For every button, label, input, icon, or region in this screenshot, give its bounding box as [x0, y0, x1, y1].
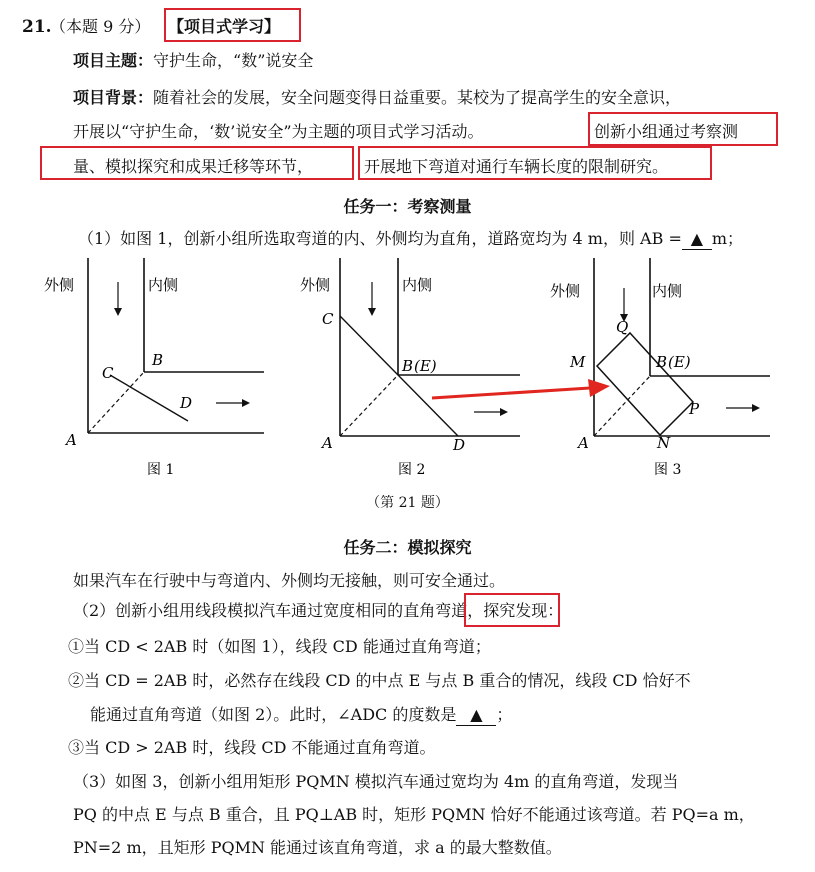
- task1-title: 任务一：考察测量: [343, 197, 472, 216]
- highlight-box-tag: [164, 8, 301, 42]
- condition-3: ③当 CD > 2AB 时，线段 CD 不能通过直角弯道。: [68, 738, 436, 757]
- fig3-caption: 图 3: [654, 462, 682, 478]
- fig3-point-a: A: [578, 434, 589, 452]
- condition-2b-text: 能通过直角弯道（如图 2）。此时，∠ADC 的度数是: [90, 705, 457, 724]
- fig2-point-d: D: [453, 436, 466, 454]
- figure-2: [296, 250, 531, 485]
- q3-line-1: （3）如图 3，创新小组用矩形 PQMN 模拟汽车通过宽均为 4m 的直角弯道，发现当: [73, 772, 679, 791]
- fig3-outer-label: 外侧: [550, 282, 581, 300]
- fig2-point-c: C: [322, 310, 334, 328]
- fig1-point-a: A: [66, 431, 77, 449]
- fig3-point-e: (E): [668, 353, 691, 371]
- task1-unit: m；: [711, 229, 744, 248]
- red-arrow-shaft: [432, 388, 590, 398]
- fig2-inner-label: 内侧: [402, 276, 433, 294]
- fig2-point-e: (E): [414, 357, 437, 375]
- background-line-3a: 量、模拟探究和成果迁移等环节，: [73, 157, 314, 176]
- task2-title: 任务二：模拟探究: [343, 538, 472, 557]
- highlight-box-4: [358, 146, 712, 180]
- background-line-3b: 开展地下弯道对通行车辆长度的限制研究。: [364, 157, 669, 176]
- answer-blank-2[interactable]: ▲: [456, 705, 496, 726]
- fig2-point-b: B: [402, 357, 414, 375]
- question-number: 21.: [22, 17, 52, 37]
- background-line-2b: 创新小组通过考察测: [594, 122, 739, 141]
- fig3-inner-label: 内侧: [652, 282, 683, 300]
- q3-line-2: PQ 的中点 E 与点 B 重合，且 PQ⊥AB 时，矩形 PQMN 恰好不能通过该弯道。若 PQ=a m，: [73, 805, 755, 824]
- fig1-outer-label: 外侧: [44, 276, 75, 294]
- background-line-2a: 开展以“守护生命，‘数’说安全”为主题的项目式学习活动。: [73, 122, 484, 141]
- fig3-point-b: B: [656, 353, 668, 371]
- condition-2a: ②当 CD = 2AB 时，必然存在线段 CD 的中点 E 与点 B 重合的情况，线段 CD 恰好不: [68, 671, 691, 690]
- answer-blank-1[interactable]: ▲: [682, 229, 712, 250]
- task2-question-a: （2）创新小组用线段模拟汽车通过宽度相同的: [73, 601, 404, 620]
- theme-label: 项目主题：: [73, 51, 154, 70]
- fig1-point-d: D: [180, 394, 193, 412]
- fig3-point-q: Q: [616, 318, 629, 336]
- question-tag: 【项目式学习】: [168, 17, 281, 36]
- fig1-point-b: B: [152, 351, 164, 369]
- background-label: 项目背景：: [73, 88, 154, 107]
- fig3-point-m: M: [570, 353, 586, 371]
- background-text-1: 随着社会的发展，安全问题变得日益重要。某校为了提高学生的安全意识，: [153, 88, 682, 107]
- figure-caption: （第 21 题）: [366, 495, 449, 511]
- project-theme: [73, 51, 313, 71]
- task2-question-c: 探究发现：: [483, 601, 564, 620]
- figure-1: [40, 250, 275, 485]
- condition-2b-end: ；: [496, 705, 513, 724]
- red-arrow-head: [588, 379, 610, 397]
- figure-3: [548, 250, 788, 485]
- condition-2b: [90, 705, 512, 726]
- fig2-point-a: A: [322, 434, 333, 452]
- fig2-outer-label: 外侧: [300, 276, 331, 294]
- fig3-point-p: P: [689, 400, 700, 418]
- fig1-caption: 图 1: [147, 462, 175, 478]
- fig2-caption: 图 2: [398, 462, 426, 478]
- task2-question-b: 直角弯道，: [403, 601, 484, 620]
- task1-question-text: （1）如图 1，创新小组所选取弯道的内、外侧均为直角，道路宽均为 4 m，则 AB =: [78, 229, 682, 248]
- task2-intro: 如果汽车在行驶中与弯道内、外侧均无接触，则可安全通过。: [73, 571, 506, 590]
- red-arrow: [430, 374, 615, 408]
- task1-question: [78, 229, 743, 250]
- condition-1: ①当 CD < 2AB 时（如图 1），线段 CD 能通过直角弯道；: [68, 637, 491, 656]
- fig1-segment-cd: [110, 375, 188, 421]
- highlight-box-3: [40, 146, 354, 180]
- background-line-1: [73, 88, 681, 108]
- theme-text: 守护生命，“数”说安全: [153, 51, 314, 70]
- q3-line-3: PN=2 m，且矩形 PQMN 能通过该直角弯道，求 a 的最大整数值。: [73, 838, 562, 857]
- question-score: （本题 9 分）: [50, 17, 151, 36]
- fig1-point-c: C: [102, 364, 114, 382]
- fig1-inner-label: 内侧: [148, 276, 179, 294]
- highlight-box-2: [588, 112, 778, 146]
- highlight-box-5: [464, 593, 560, 627]
- fig3-point-n: N: [657, 434, 671, 452]
